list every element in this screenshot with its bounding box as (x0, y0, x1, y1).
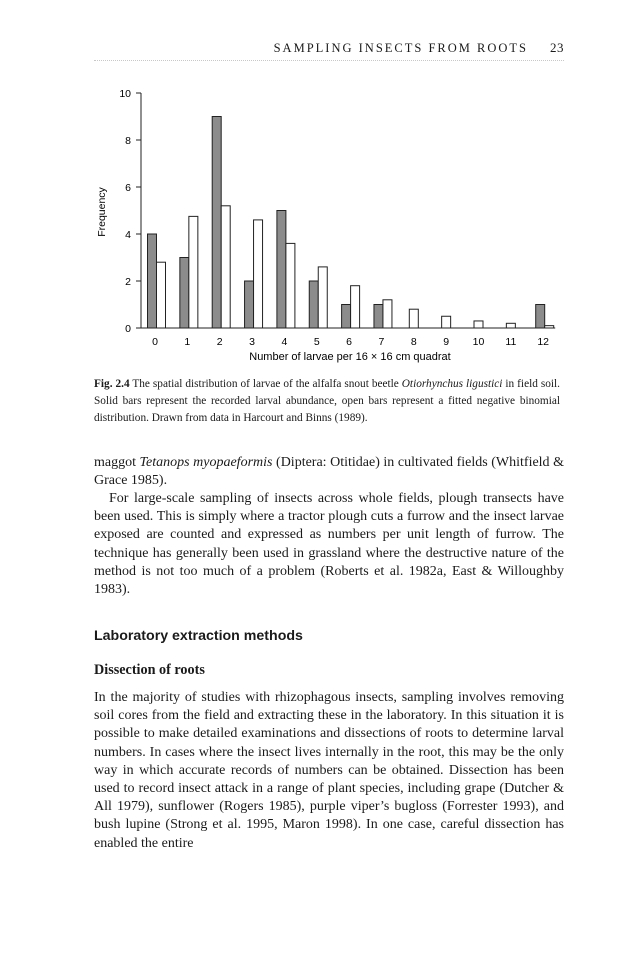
x-tick-label: 6 (346, 336, 353, 348)
x-tick-label: 8 (410, 336, 417, 348)
bar-recorded (374, 305, 383, 329)
x-tick-label: 5 (313, 336, 320, 348)
bar-fitted (351, 286, 360, 328)
figure-label: Fig. 2.4 (94, 378, 130, 390)
p1-start: maggot (94, 455, 140, 470)
x-tick-label: 9 (443, 336, 450, 348)
x-tick-label: 7 (378, 336, 385, 348)
x-axis-label: Number of larvae per 16 × 16 cm quadrat (249, 351, 451, 363)
bar-recorded (245, 281, 254, 328)
bar-recorded (536, 305, 545, 329)
caption-species: Otiorhynchus ligustici (401, 378, 503, 390)
subsection-heading: Dissection of roots (94, 662, 205, 678)
bar-recorded (309, 281, 318, 328)
x-tick-label: 2 (216, 336, 223, 348)
y-tick-label: 8 (125, 135, 131, 147)
y-tick-label: 2 (125, 276, 131, 288)
y-tick-label: 0 (125, 323, 131, 335)
bar-fitted (254, 220, 263, 328)
x-tick-label: 11 (505, 336, 517, 348)
bar-recorded (212, 117, 221, 329)
figure-caption (94, 376, 560, 427)
figure-2-4-chart (0, 0, 638, 370)
bar-fitted (383, 300, 392, 328)
bar-fitted (318, 267, 327, 328)
bar-recorded (148, 234, 157, 328)
bar-recorded (277, 211, 286, 329)
p1-species: Tetanops myopaeformis (139, 455, 273, 470)
y-tick-label: 10 (119, 88, 131, 100)
bar-fitted (545, 326, 554, 328)
bar-recorded (180, 258, 189, 329)
bar-fitted (286, 243, 295, 328)
y-axis-label: Frequency (96, 187, 108, 237)
bar-recorded (342, 305, 351, 329)
caption-text-1: The spatial distribution of larvae of the alfalfa snout beetle (129, 378, 402, 390)
bar-fitted (442, 316, 451, 328)
p1-end: (Diptera: Otitidae) in cultivated fields (Whitfield & Grace 1985). (94, 455, 564, 489)
x-axis (141, 328, 555, 348)
caption-text-2: in field soil. Solid bars represent the recorded larval abundance, open bars represent a fitted negative binomial distribution. Drawn from data in Harcourt and Binns (1989). (94, 378, 560, 424)
x-tick-label: 12 (537, 336, 550, 348)
x-tick-label: 10 (472, 336, 485, 348)
running-title: SAMPLING INSECTS FROM ROOTS (273, 41, 528, 55)
bar-fitted (189, 216, 198, 328)
x-tick-label: 1 (184, 336, 191, 348)
page-number: 23 (550, 40, 564, 55)
bar-fitted (157, 262, 166, 328)
bar-fitted (506, 323, 515, 328)
paragraph-continued (94, 454, 564, 490)
paragraph-plough-transects: For large-scale sampling of insects across whole fields, plough transects have been used. This is simply where a tractor plough cuts a furrow and the insect larvae exposed are counted and expressed as numbers per unit length of furrow. The technique has generally been used in grassland where the destructive nature of the method is not too much of a problem (Roberts et al. 1982a, East & Willoughby 1983). (94, 491, 564, 598)
x-tick-label: 3 (249, 336, 255, 348)
y-axis (119, 88, 141, 335)
y-tick-label: 4 (125, 229, 131, 241)
bar-fitted (474, 321, 483, 328)
y-tick-label: 6 (125, 182, 131, 194)
bar-fitted (409, 309, 418, 328)
section-heading: Laboratory extraction methods (94, 628, 303, 644)
x-tick-label: 0 (152, 336, 158, 348)
x-tick-label: 4 (281, 336, 288, 348)
paragraph-dissection: In the majority of studies with rhizophagous insects, sampling involves removing soil cores from the field and extracting these in the laboratory. In this situation it is possible to make detailed examinations and dissections of roots to determine larval numbers. In cases where the insect lives internally in the root, this may be the only way in which accurate records of numbers can be obtained. Dissection has been used to record insect attack in a range of plant species, including grape (Dutcher & All 1979), sunflower (Rogers 1985), purple viper’s bugloss (Forrester 1993), and bush lupine (Strong et al. 1995, Maron 1998). In one case, careful dissection has enabled the entire (94, 690, 564, 851)
bar-fitted (221, 206, 230, 328)
bars (148, 117, 554, 329)
